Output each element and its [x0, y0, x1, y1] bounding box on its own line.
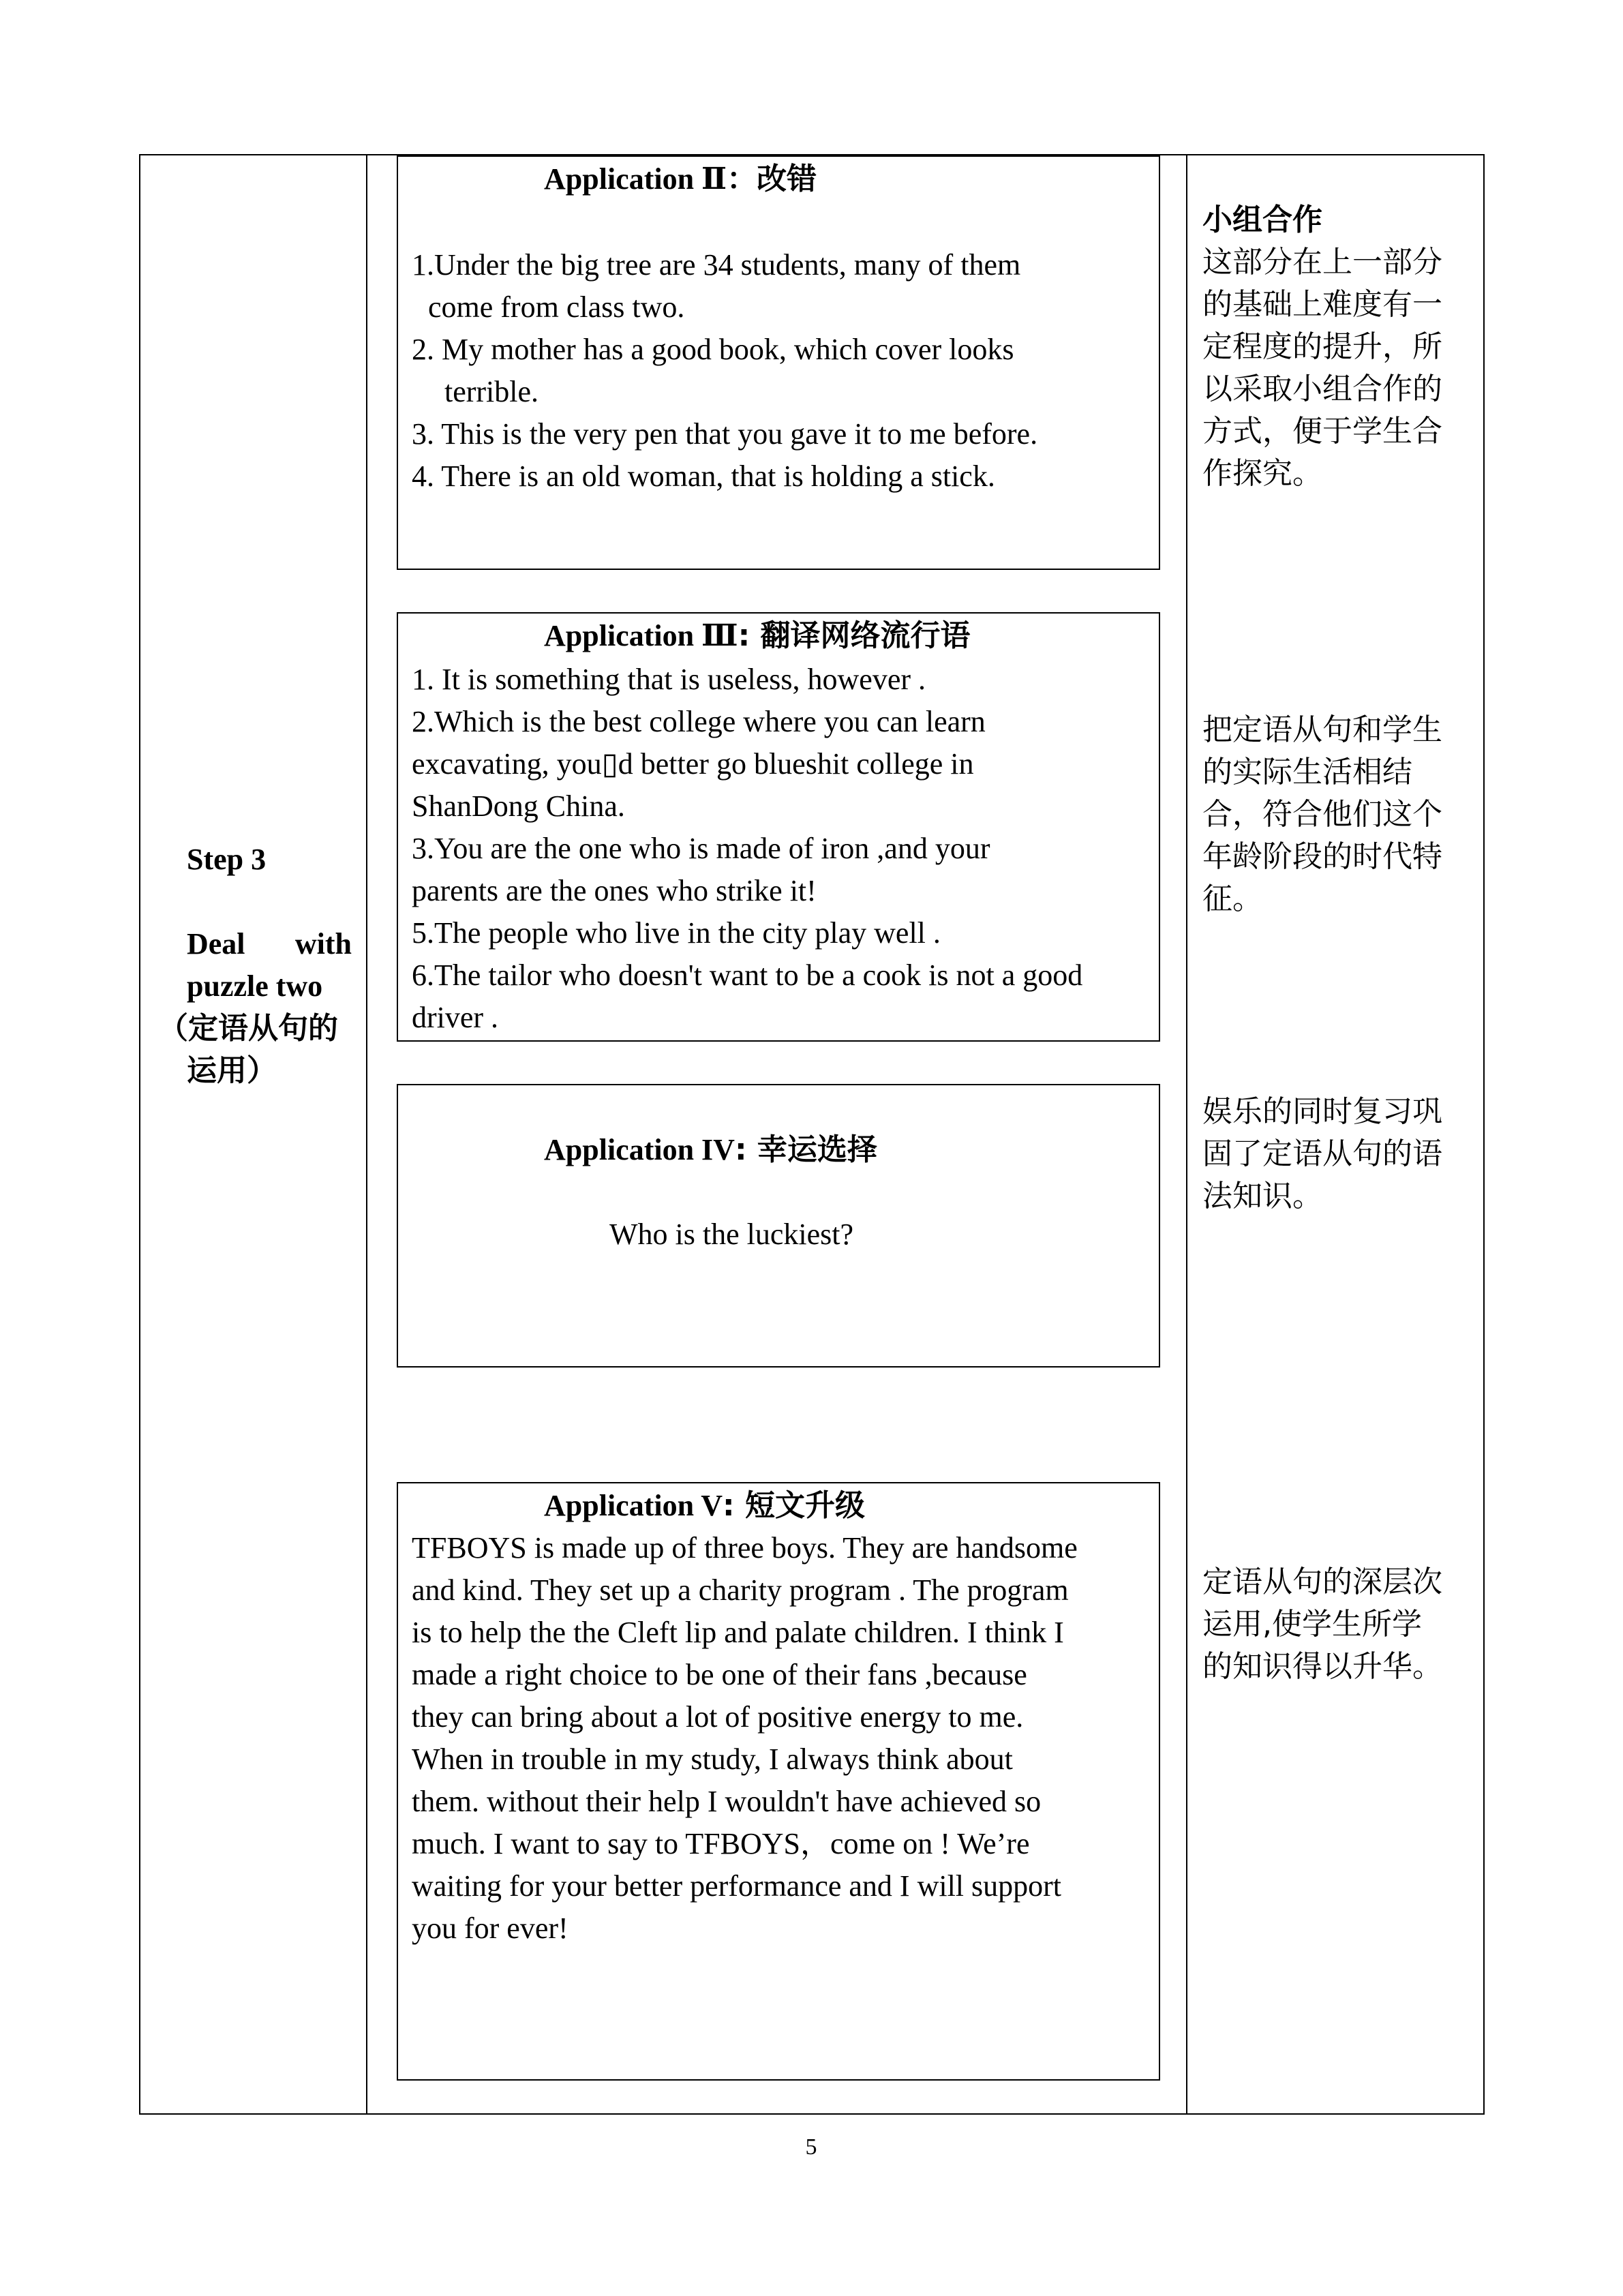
app3-line-1: 1. It is something that is useless, however .	[412, 663, 926, 696]
app5-line-3: is to help the the Cleft lip and palate children. I think I	[412, 1616, 1064, 1649]
note-1-title: 小组合作	[1202, 202, 1322, 237]
note-3-line-3: 法知识。	[1202, 1179, 1322, 1213]
app5-line-7: them. without their help I wouldn't have achieved so	[412, 1785, 1042, 1818]
application-4-title-en: Application IV	[544, 1133, 735, 1166]
app3-line-3: excavating, you▯d better go blueshit college in	[412, 747, 974, 781]
application-3-title-cn: : 翻译网络流行语	[738, 618, 971, 653]
app2-item-2-line1: 2. My mother has a good book, which cover looks	[412, 333, 1014, 366]
app3-line-2: 2.Which is the best college where you can learn	[412, 705, 986, 738]
application-5-title-cn: : 短文升级	[723, 1488, 865, 1523]
app2-item-1-line1: 1.Under the big tree are 34 students, many of them	[412, 248, 1021, 282]
app5-line-1: TFBOYS is made up of three boys. They are handsome	[412, 1531, 1078, 1565]
application-2-title-cn: ：改错	[727, 162, 817, 196]
app5-line-2: and kind. They set up a charity program . The program	[412, 1573, 1069, 1607]
app5-line-5: they can bring about a lot of positive energy to me.	[412, 1700, 1024, 1734]
note-2-line-4: 年龄阶段的时代特	[1202, 839, 1442, 874]
table-right-border	[1483, 154, 1485, 2115]
application-2-title-en: Application Ⅱ	[544, 162, 727, 196]
step-desc-word1: Deal	[187, 927, 245, 961]
note-4-line-1: 定语从句的深层次	[1202, 1565, 1442, 1599]
step-desc-line1	[187, 923, 352, 965]
note-3-line-1: 娱乐的同时复习巩	[1202, 1094, 1442, 1129]
application-4-title-cn: : 幸运选择	[734, 1132, 877, 1167]
step-desc-line3: （定语从句的	[158, 1011, 338, 1046]
table-left-border	[139, 154, 140, 2115]
app5-line-4: made a right choice to be one of their fans ,because	[412, 1658, 1027, 1691]
step-desc-line4: 运用）	[187, 1053, 277, 1088]
step-desc-word2: with	[294, 927, 352, 961]
step-title: Step 3	[187, 843, 267, 876]
app2-item-3: 3. This is the very pen that you gave it to me before.	[412, 417, 1038, 451]
app2-item-2-line2: terrible.	[444, 375, 539, 408]
note-1-line-5: 方式，便于学生合	[1202, 414, 1442, 449]
app2-item-1-line2: come from class two.	[428, 290, 685, 324]
application-4-question: Who is the luckiest?	[609, 1218, 854, 1251]
application-2-title	[544, 158, 817, 200]
note-1-line-1: 这部分在上一部分	[1202, 245, 1442, 280]
application-4-title	[544, 1129, 877, 1171]
application-3-title	[544, 615, 971, 657]
app5-line-9: waiting for your better performance and I will support	[412, 1869, 1062, 1903]
application-3-title-en: Application Ⅲ	[544, 619, 738, 652]
note-1-line-4: 以采取小组合作的	[1202, 372, 1442, 406]
note-2-line-2: 的实际生活相结	[1202, 755, 1412, 789]
app3-line-9: driver .	[412, 1001, 499, 1034]
note-1-line-6: 作探究。	[1202, 456, 1322, 491]
app5-line-10: you for ever!	[412, 1912, 568, 1945]
note-1-line-2: 的基础上难度有一	[1202, 287, 1442, 322]
page-number: 5	[805, 2134, 817, 2160]
note-2-line-5: 征。	[1202, 881, 1262, 916]
app3-line-4: ShanDong China.	[412, 789, 625, 823]
note-2-line-1: 把定语从句和学生	[1202, 712, 1442, 747]
table-divider-1	[366, 154, 367, 2115]
note-3-line-2: 固了定语从句的语	[1202, 1136, 1442, 1171]
table-divider-2	[1186, 154, 1187, 2115]
note-1-line-3: 定程度的提升，所	[1202, 329, 1442, 364]
note-2-line-3: 合，符合他们这个	[1202, 797, 1442, 832]
app3-line-8: 6.The tailor who doesn't want to be a cook is not a good	[412, 958, 1083, 992]
table-bottom-border	[139, 2113, 1485, 2115]
app5-line-6: When in trouble in my study, I always think about	[412, 1742, 1013, 1776]
app2-item-4: 4. There is an old woman, that is holding a stick.	[412, 459, 995, 493]
note-4-line-3: 的知识得以升华。	[1202, 1649, 1442, 1684]
application-5-title-en: Application V	[544, 1489, 723, 1522]
app3-line-5: 3.You are the one who is made of iron ,and your	[412, 832, 990, 865]
step-desc-line2: puzzle two	[187, 969, 323, 1003]
note-4-line-2: 运用,使学生所学	[1202, 1607, 1422, 1642]
application-5-title	[544, 1485, 865, 1527]
app3-line-7: 5.The people who live in the city play well .	[412, 916, 941, 950]
app3-line-6: parents are the ones who strike it!	[412, 874, 817, 907]
app5-line-8: much. I want to say to TFBOYS，come on ! We’re	[412, 1827, 1030, 1860]
